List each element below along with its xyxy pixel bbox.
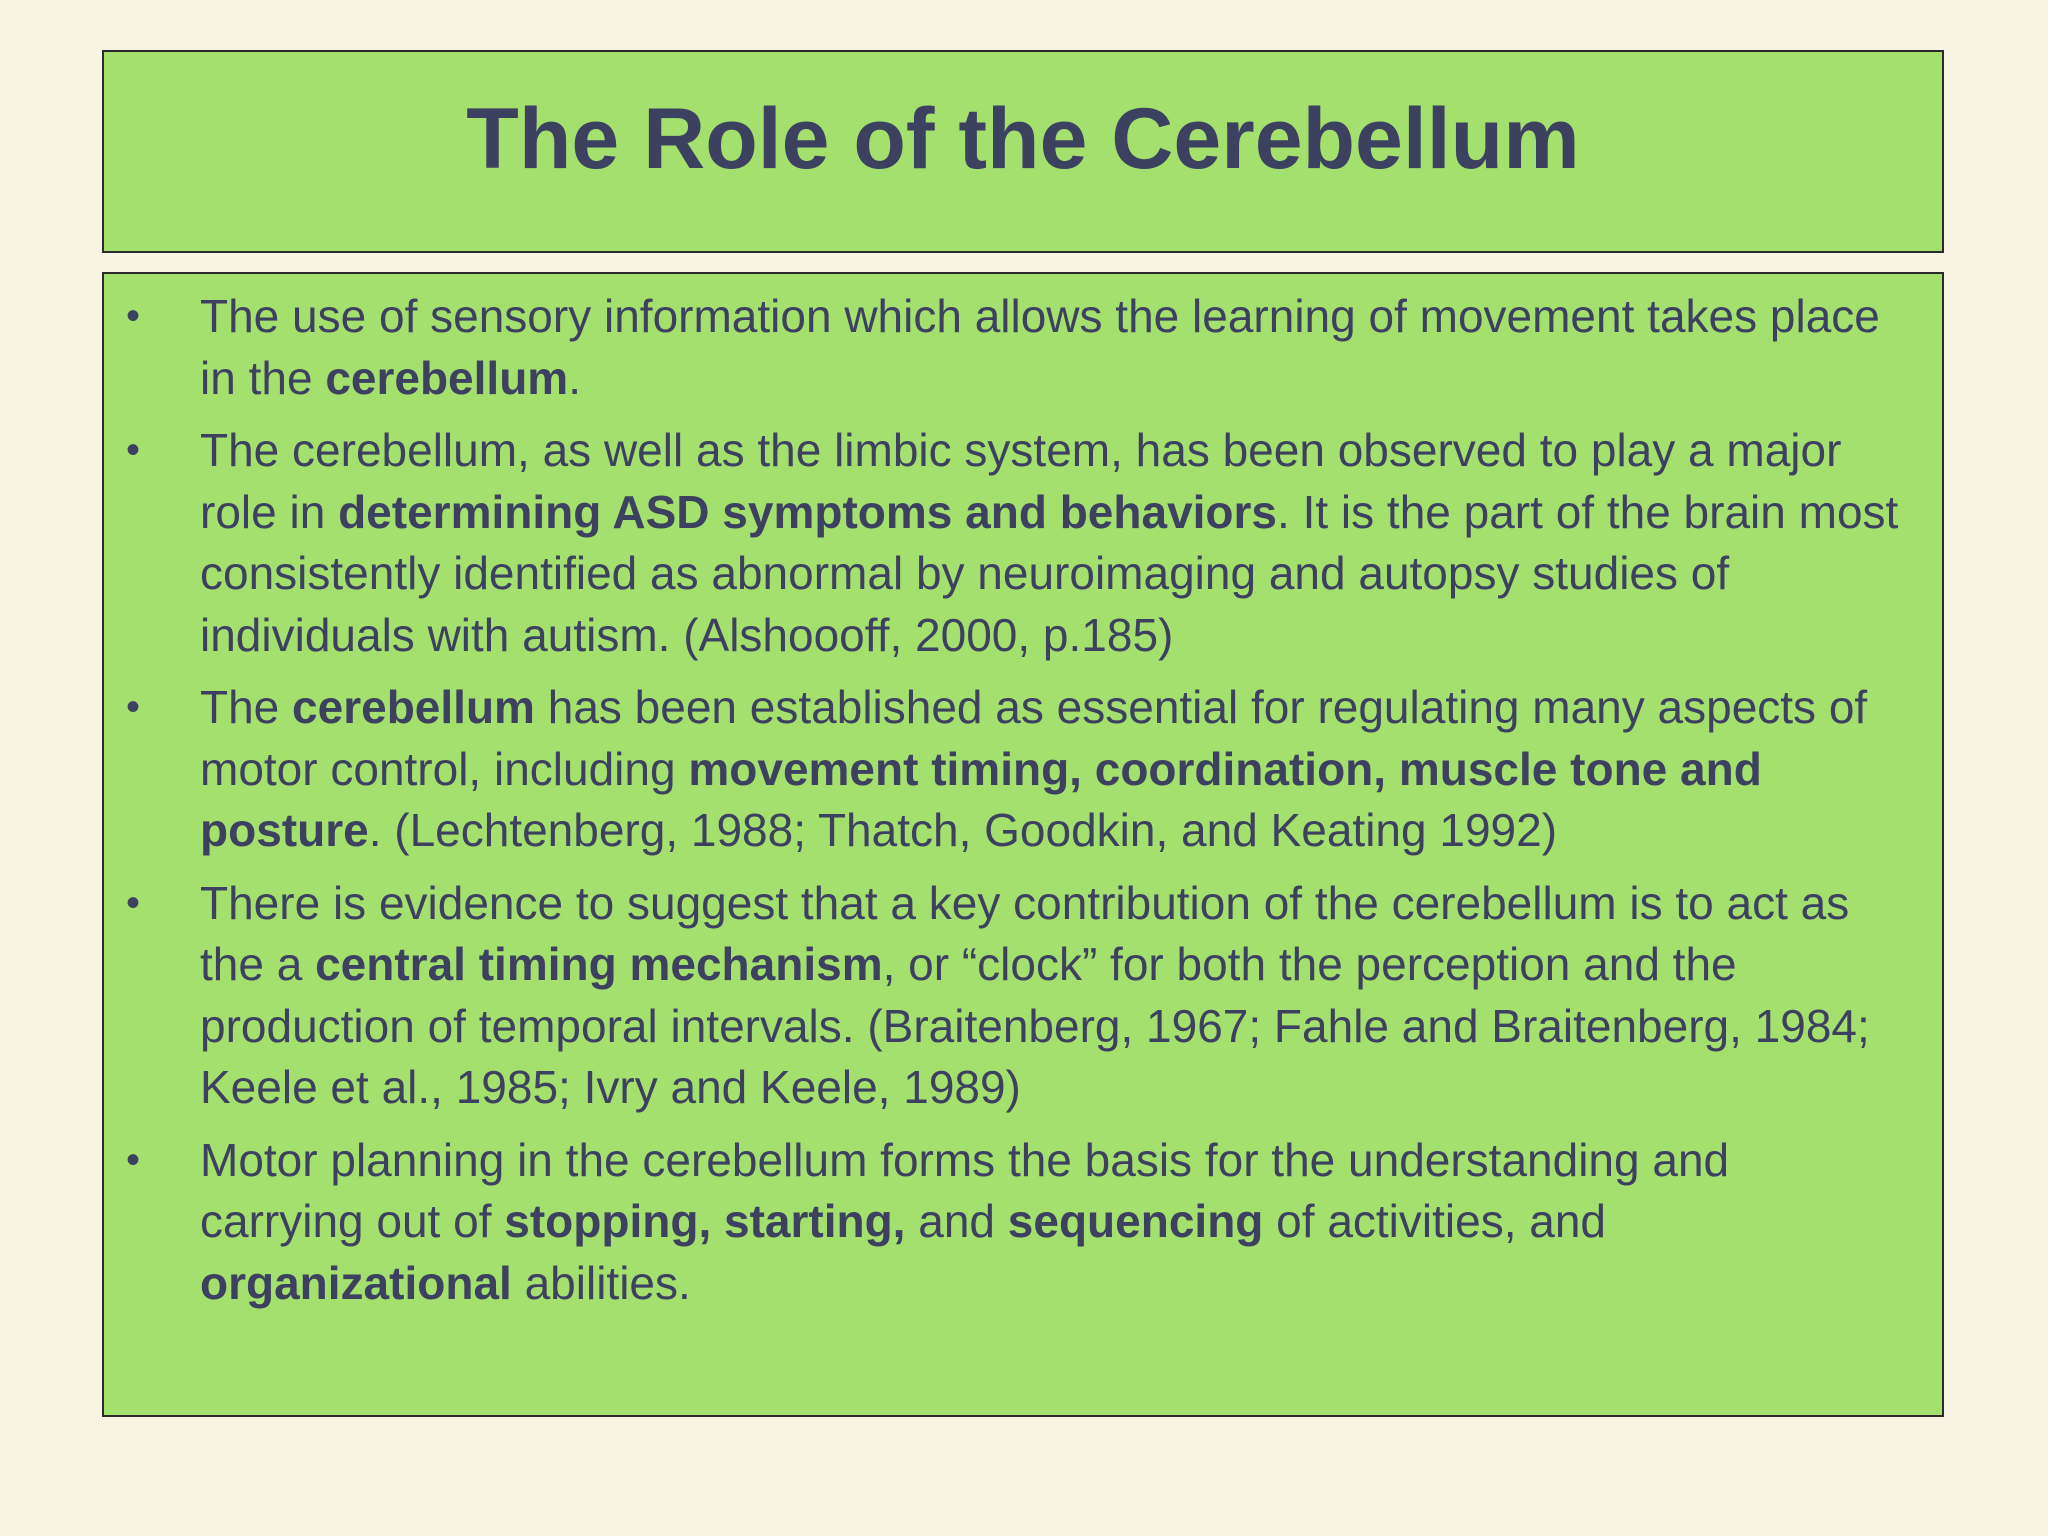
bullet-item (104, 420, 1902, 666)
bullet-item (104, 1130, 1902, 1315)
content-panel (102, 272, 1944, 1417)
bullet-icon: • (126, 294, 141, 338)
bullet-icon: • (126, 685, 141, 729)
bullet-text: The cerebellum, as well as the limbic system, has been observed to play a major role in determining ASD symptoms and behaviors. It is the part of the brain most consistently identified as abnormal by neuroimaging and autopsy studies of individuals with autism. (Alshoooff, 2000, p.185) (200, 424, 1899, 661)
bullet-list (104, 274, 1942, 1314)
bullet-text: The use of sensory information which allows the learning of movement takes place in the cerebellum. (200, 290, 1880, 404)
bullet-icon: • (126, 880, 141, 925)
bullet-item (104, 873, 1902, 1119)
slide-title: The Role of the Cerebellum (466, 91, 1580, 187)
bullet-icon: • (126, 428, 141, 472)
bullet-text: Motor planning in the cerebellum forms the basis for the understanding and carrying out of stopping, starting, and sequencing of activities, and organizational abilities. (200, 1133, 1730, 1309)
bullet-text: The cerebellum has been established as essential for regulating many aspects of motor control, including movement timing, coordination, muscle tone and posture. (Lechtenberg, 1988; Thatch, Goodkin, and Keating 1992) (200, 681, 1868, 856)
bullet-item (104, 677, 1902, 862)
bullet-text: There is evidence to suggest that a key contribution of the cerebellum is to act as the a central timing mechanism, or “clock” for both the perception and the production of temporal intervals. (Braitenberg, 1967; Fahle and Braitenberg, 1984; Keele et al., 1985; Ivry and Keele, 1989) (200, 876, 1870, 1113)
title-panel (102, 50, 1944, 253)
bullet-icon: • (126, 1137, 141, 1182)
bullet-item (104, 286, 1902, 409)
